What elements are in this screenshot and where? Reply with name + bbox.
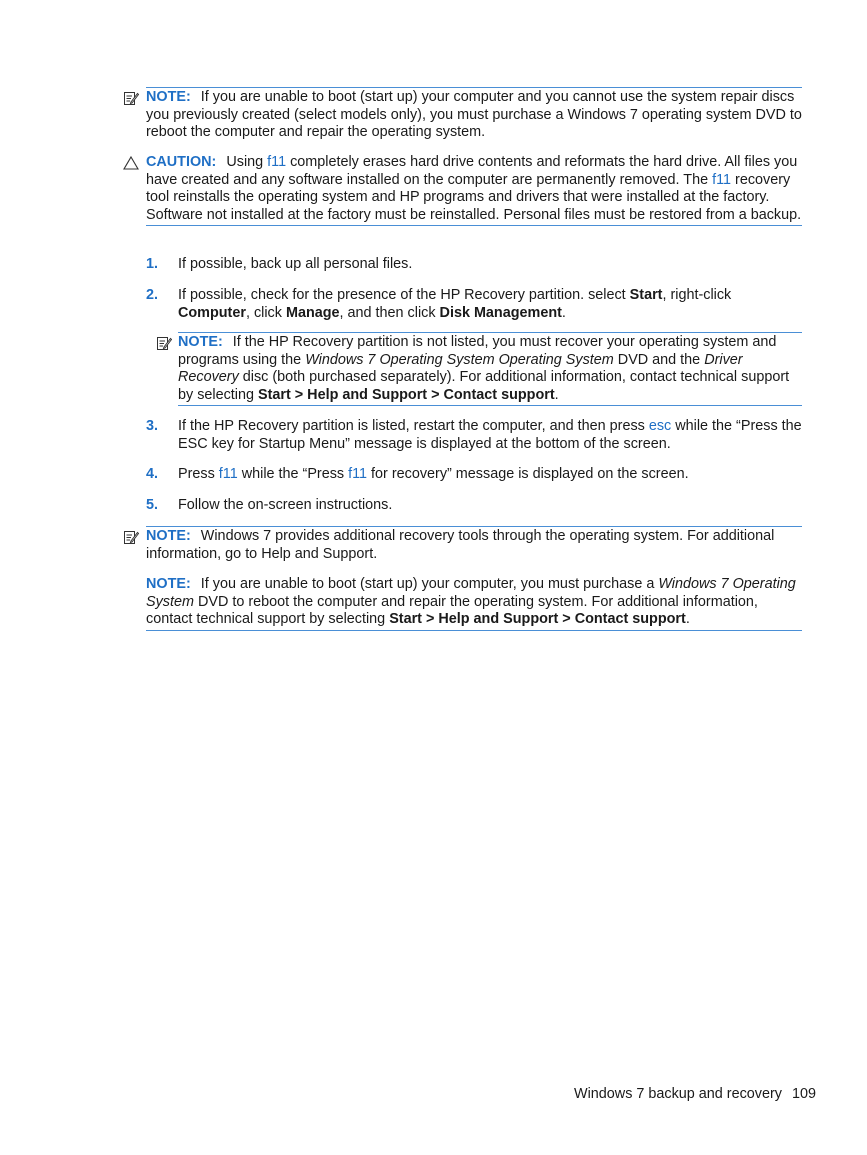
key-f11: f11 — [348, 466, 368, 482]
text-run: . — [561, 304, 566, 321]
italic-term: Windows 7 Operating System — [146, 576, 796, 610]
step-text: If possible, back up all personal files. — [178, 256, 413, 272]
italic-term: Windows 7 Operating System Operating System — [305, 351, 614, 368]
note-icon — [123, 529, 139, 545]
key-f11: f11 — [267, 154, 287, 170]
italic-term: Driver Recovery — [178, 351, 743, 386]
caution-text: Using — [226, 154, 268, 170]
note-icon — [123, 90, 139, 106]
step-number: 2. — [146, 287, 159, 303]
step-number: 5. — [146, 497, 159, 513]
text-run: . — [685, 611, 690, 628]
step-text — [178, 418, 802, 453]
note-icon — [156, 335, 172, 351]
step-text — [178, 287, 802, 322]
bold-term: Manage — [285, 304, 340, 321]
caution-text: completely erases hard drive contents and reformats the hard drive. All files you have created and any software installed on the computer are permanently removed. The — [146, 154, 798, 188]
text-run: If possible, check for the presence of the HP Recovery partition. select — [178, 287, 630, 303]
key-f11: f11 — [218, 466, 238, 482]
key-f11: f11 — [712, 171, 732, 188]
text-run: , right-click — [662, 287, 732, 303]
text-run: DVD to reboot the computer and repair the operating system. For additional information, contact technical support by selecting — [146, 593, 758, 628]
note-block — [178, 332, 802, 406]
note-label: NOTE: — [178, 334, 223, 350]
text-run: If you are unable to boot (start up) your computer, you must purchase a — [200, 576, 659, 592]
step-number: 3. — [146, 418, 159, 434]
note-block — [146, 526, 802, 563]
text-run: Press — [178, 466, 219, 482]
caution-text: recovery tool reinstalls the operating system and HP programs and drivers that were installed at the factory. Software not installed at the factory must be reinstalled. Personal files must be restored from a backup. — [146, 171, 802, 223]
bold-term: Disk Management — [439, 304, 562, 321]
text-run: while the “Press the ESC key for Startup Menu” message is displayed at the bottom of the screen. — [178, 418, 802, 452]
note-label: NOTE: — [146, 576, 191, 592]
bold-term: Start > Help and Support > Contact support — [258, 386, 555, 403]
caution-triangle-icon — [123, 155, 139, 171]
bold-term: Start > Help and Support > Contact support — [389, 611, 686, 628]
key-esc: esc — [648, 418, 672, 434]
text-run: DVD and the — [613, 351, 705, 368]
step-number: 1. — [146, 256, 159, 272]
step-text: Follow the on-screen instructions. — [178, 497, 393, 513]
text-run: . — [554, 386, 559, 403]
text-run: If the HP Recovery partition is not listed, you must recover your operating system and programs using the — [178, 334, 777, 368]
page-footer — [574, 1086, 816, 1104]
note-text: If you are unable to boot (start up) your computer and you cannot use the system repair discs you previously created (select models only), you must purchase a Windows 7 operating system DVD to reboot the computer and repair the operating system. — [146, 89, 802, 141]
note-label: NOTE: — [146, 528, 191, 544]
text-run: for recovery” message is displayed on the screen. — [367, 466, 689, 482]
footer-section-title: Windows 7 backup and recovery — [574, 1086, 782, 1102]
bold-term: Computer — [178, 304, 246, 321]
text-run: disc (both purchased separately). For additional information, contact technical support by selecting — [178, 369, 790, 403]
caution-block — [146, 154, 802, 226]
caution-label: CAUTION: — [146, 154, 217, 170]
step-text — [178, 466, 802, 484]
text-run: , click — [245, 304, 286, 321]
text-run: , and then click — [339, 304, 440, 321]
text-run: while the “Press — [237, 466, 349, 482]
note-block — [146, 576, 802, 631]
note-block — [146, 87, 802, 142]
page-number: 109 — [791, 1086, 816, 1102]
text-run: If the HP Recovery partition is listed, restart the computer, and then press — [178, 418, 649, 434]
note-text: Windows 7 provides additional recovery tools through the operating system. For additional information, go to Help and Support. — [146, 528, 775, 562]
bold-term: Start — [629, 287, 663, 303]
step-number: 4. — [146, 466, 159, 482]
note-label: NOTE: — [146, 89, 191, 105]
